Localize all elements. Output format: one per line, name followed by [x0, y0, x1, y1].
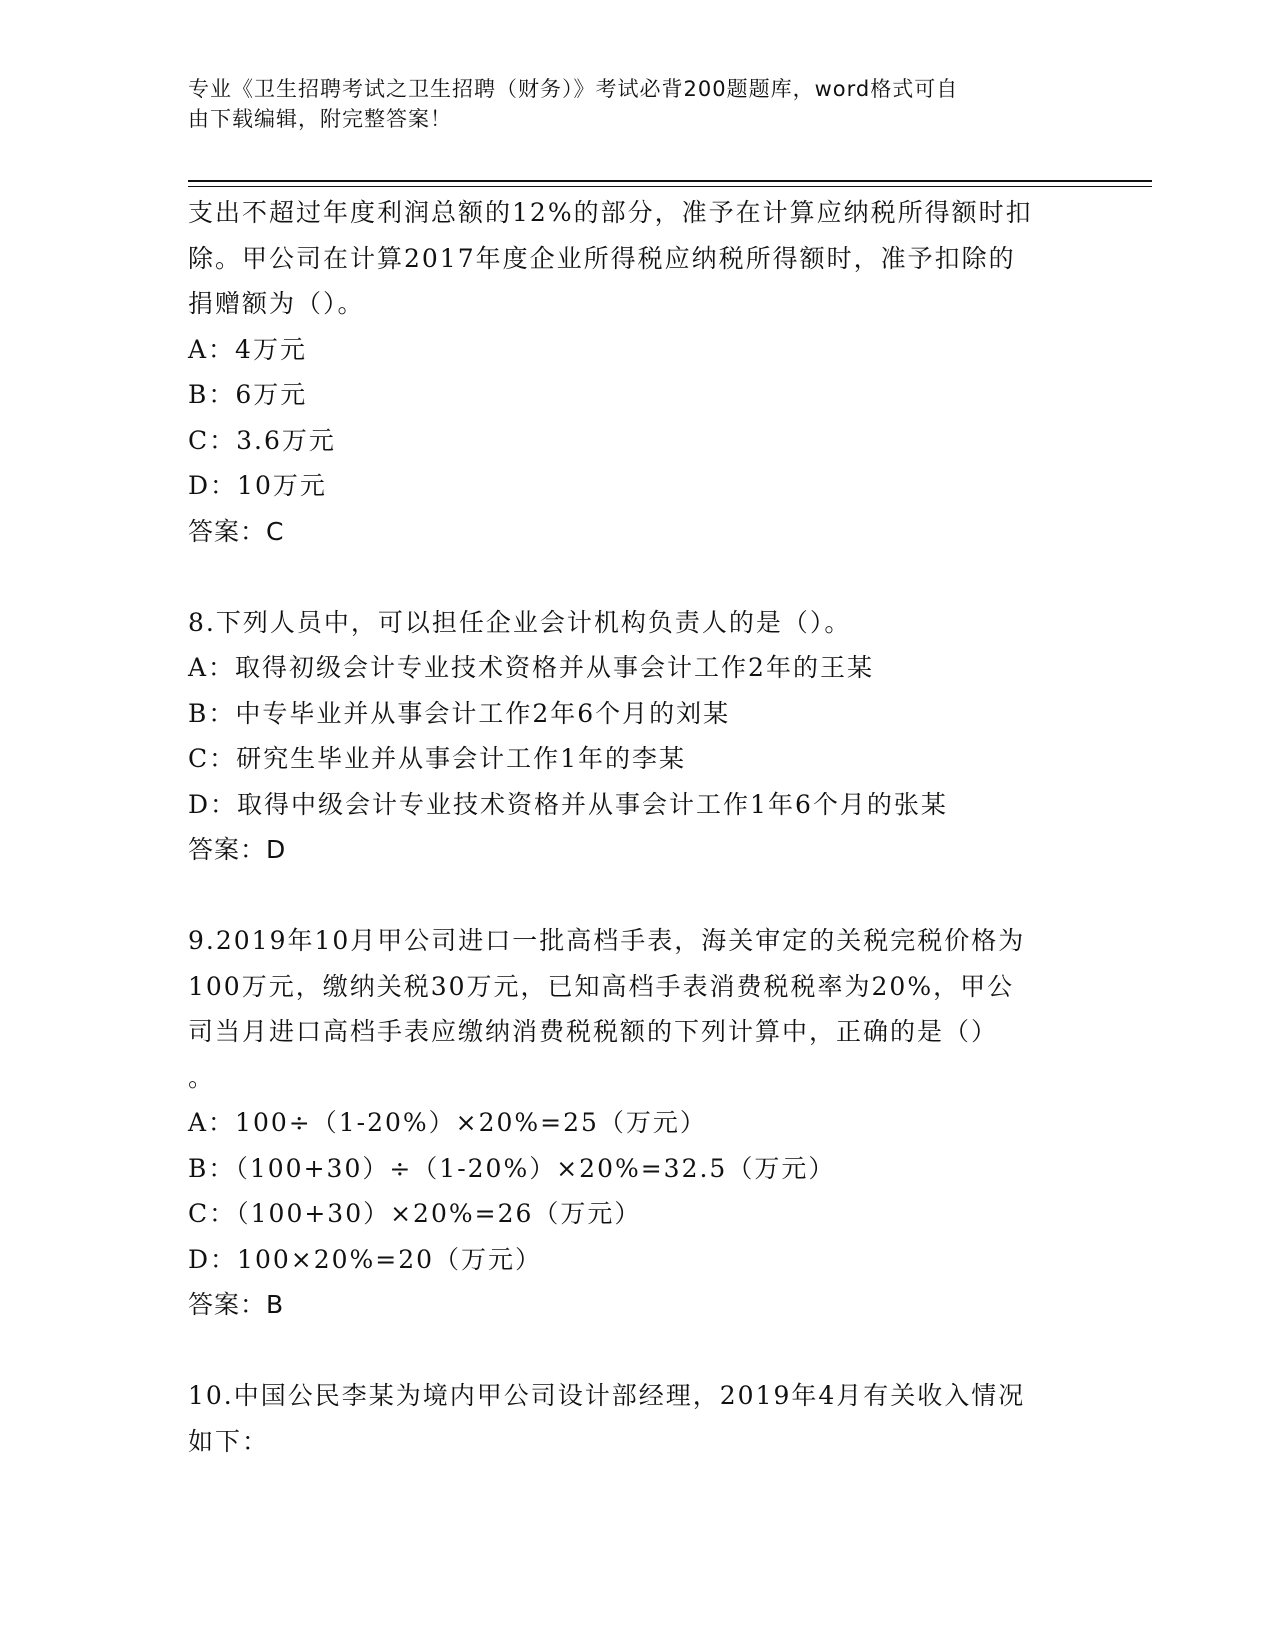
q9-option-c: C：（100+30）×20%=26（万元）	[188, 1199, 642, 1228]
q8-stem-line-1: 8.下列人员中，可以担任企业会计机构负责人的是（）。	[188, 607, 852, 637]
q9-option-b: B：（100+30）÷（1-20%）×20%=32.5（万元）	[188, 1153, 836, 1183]
q9-stem-line-4: 。	[188, 1062, 216, 1092]
header-line-1: 专业《卫生招聘考试之卫生招聘（财务）》考试必背200题题库，word格式可自	[188, 77, 959, 101]
header-line-2: 由下载编辑，附完整答案！	[188, 107, 452, 131]
question-content	[188, 190, 1108, 1464]
q9-stem-line-1: 9.2019年10月甲公司进口一批高档手表，海关审定的关税完税价格为	[188, 926, 1026, 955]
q10-stem-line-2: 如下：	[188, 1426, 270, 1456]
q8-answer: 答案：D	[188, 835, 287, 864]
spacer	[188, 1328, 1108, 1374]
q9-answer: 答案：B	[188, 1290, 285, 1319]
q8-option-d: D：取得中级会计专业技术资格并从事会计工作1年6个月的张某	[188, 789, 948, 819]
question-7	[188, 190, 1108, 554]
q9-option-d: D：100×20%=20（万元）	[188, 1244, 543, 1274]
q8-option-c: C：研究生毕业并从事会计工作1年的李某	[188, 744, 687, 773]
q8-option-b: B：中专毕业并从事会计工作2年6个月的刘某	[188, 698, 731, 728]
q9-stem-line-2: 100万元，缴纳关税30万元，已知高档手表消费税税率为20%，甲公	[188, 971, 1015, 1001]
spacer	[188, 873, 1108, 919]
question-10	[188, 1373, 1108, 1464]
header-rule-thin	[188, 186, 1152, 187]
spacer	[188, 554, 1108, 600]
q8-option-a: A：取得初级会计专业技术资格并从事会计工作2年的王某	[188, 653, 874, 682]
q7-answer: 答案：C	[188, 516, 285, 546]
header-rule-thick	[188, 180, 1152, 182]
q7-option-c: C：3.6万元	[188, 425, 336, 455]
page-header	[188, 74, 1088, 134]
q7-stem-line-2: 除。甲公司在计算2017年度企业所得税应纳税所得额时，准予扣除的	[188, 243, 1016, 273]
q9-stem-line-3: 司当月进口高档手表应缴纳消费税税额的下列计算中，正确的是（）	[188, 1017, 999, 1046]
q10-stem-line-1: 10.中国公民李某为境内甲公司设计部经理，2019年4月有关收入情况	[188, 1381, 1026, 1410]
q7-option-a: A：4万元	[188, 334, 307, 364]
question-8	[188, 600, 1108, 873]
q9-option-a: A：100÷（1-20%）×20%=25（万元）	[188, 1108, 707, 1137]
question-9	[188, 918, 1108, 1328]
q7-option-b: B：6万元	[188, 380, 308, 409]
q7-stem-line-1: 支出不超过年度利润总额的12%的部分，准予在计算应纳税所得额时扣	[188, 198, 1033, 227]
q7-option-d: D：10万元	[188, 471, 327, 500]
q7-stem-line-3: 捐赠额为（）。	[188, 289, 365, 318]
